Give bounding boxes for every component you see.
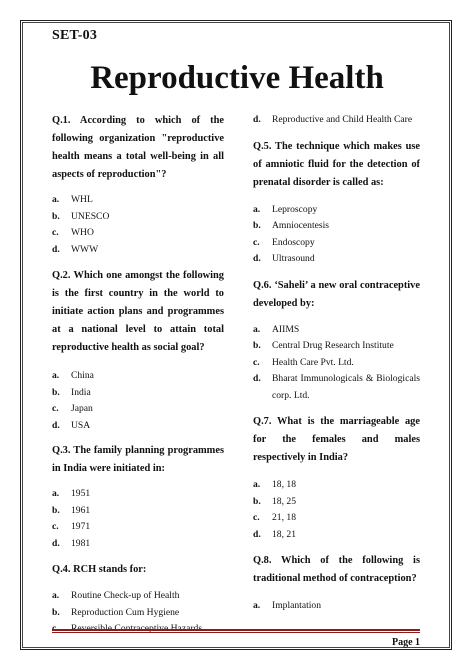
footer-rule-thin [52, 632, 420, 633]
option-item [253, 251, 420, 268]
question-text: Q.2. Which one amongst the following is the first country in the world to initiate action plans and programmes at a national level to attain total reproductive health as social goal? [52, 270, 224, 353]
option-text: China [71, 370, 94, 381]
option-letter: c. [253, 236, 260, 248]
option-item [253, 477, 420, 494]
option-text: Endoscopy [272, 236, 315, 248]
option-text: 1981 [71, 537, 91, 549]
option-list [253, 598, 420, 615]
option-letter: b. [253, 340, 261, 351]
option-letter: c. [253, 512, 260, 523]
option-text: USA [71, 419, 91, 431]
option-text: India [71, 386, 91, 398]
option-letter: c. [52, 227, 59, 238]
option-letter: a. [253, 323, 261, 335]
option-letter: a. [253, 479, 261, 490]
question-block [253, 138, 420, 268]
option-item [253, 527, 420, 544]
option-letter: b. [52, 606, 60, 618]
option-letter: b. [253, 495, 261, 507]
option-letter: d. [253, 373, 261, 384]
option-list [253, 202, 420, 268]
option-text: Implantation [272, 600, 322, 611]
option-letter: d. [52, 537, 60, 549]
option-item [52, 192, 224, 209]
option-text: Leproscopy [272, 203, 318, 215]
option-text: Routine Check-up of Health [71, 590, 180, 601]
page-number: Page 1 [392, 637, 421, 648]
option-item [52, 385, 224, 402]
question-text: Q.1. According to which of the following organization "reproductive health means a total well-being in all aspects of reproduction"? [52, 115, 224, 180]
option-letter: d. [253, 253, 261, 264]
question-text: Q.7. What is the marriageable age for the females and males respectively in India? [253, 416, 420, 463]
option-text: UNESCO [71, 210, 110, 222]
option-letter: c. [253, 356, 260, 368]
option-item [253, 322, 420, 339]
option-list [253, 112, 420, 129]
option-item [52, 225, 224, 242]
option-text: 1961 [71, 504, 91, 516]
option-letter: a. [253, 600, 261, 611]
set-label: SET-03 [52, 28, 98, 43]
option-text: 1971 [71, 521, 91, 532]
option-letter: a. [52, 370, 60, 381]
option-letter: d. [52, 243, 60, 255]
option-letter: a. [52, 590, 60, 601]
option-letter: b. [52, 210, 60, 222]
option-item [52, 242, 224, 259]
option-letter: b. [253, 220, 261, 231]
question-block [52, 442, 224, 552]
option-text: 18, 25 [272, 495, 296, 507]
option-item [253, 112, 420, 129]
option-text: 18, 21 [272, 528, 296, 540]
option-text: Health Care Pvt. Ltd. [272, 356, 354, 368]
option-text: AIIMS [272, 323, 300, 335]
option-text: Central Drug Research Institute [272, 340, 394, 351]
question-text: Q.3. The family planning programmes in India were initiated in: [52, 445, 224, 474]
option-text: 21, 18 [272, 512, 296, 523]
option-item [52, 368, 224, 385]
option-text: WHO [71, 227, 94, 238]
option-text: Japan [71, 403, 93, 414]
option-letter: b. [52, 386, 60, 398]
option-item [52, 209, 224, 226]
option-list [52, 368, 224, 434]
option-text: Reproductive and Child Health Care [272, 114, 413, 125]
option-letter: c. [52, 623, 59, 634]
option-item [253, 494, 420, 511]
question-text: Q.5. The technique which makes use of amniotic fluid for the detection of prenatal disorder is called as: [253, 140, 420, 188]
option-text: 1951 [71, 488, 91, 499]
option-item [253, 202, 420, 219]
option-letter: d. [253, 528, 261, 540]
option-list [52, 192, 224, 258]
option-letter: a. [253, 203, 261, 215]
option-list [52, 486, 224, 552]
option-letter: b. [52, 504, 60, 516]
option-text: Bharat Immunologicals & Biologicals corp. Ltd. [272, 373, 420, 401]
option-item [52, 401, 224, 418]
option-text: 18, 18 [272, 479, 296, 490]
option-text: WWW [71, 243, 99, 255]
option-letter: d. [52, 419, 60, 431]
question-block [52, 561, 224, 638]
option-item [52, 503, 224, 520]
page-title: Reproductive Health [90, 60, 384, 96]
option-letter: a. [52, 488, 60, 499]
option-item [253, 598, 420, 615]
question-block [52, 267, 224, 434]
option-text: Amniocentesis [272, 220, 330, 231]
option-item [52, 486, 224, 503]
question-text: Q.4. RCH stands for: [52, 564, 147, 575]
option-letter: c. [52, 521, 59, 532]
question-block [253, 277, 420, 405]
option-item [52, 605, 224, 622]
question-block [52, 112, 224, 258]
option-text: Reproduction Cum Hygiene [71, 606, 180, 618]
option-list [253, 322, 420, 405]
option-item [253, 235, 420, 252]
option-letter: c. [52, 403, 59, 414]
footer-rule [52, 629, 420, 631]
option-letter: a. [52, 194, 60, 205]
option-item [253, 338, 420, 355]
option-item [253, 355, 420, 372]
option-item [52, 519, 224, 536]
option-item [52, 588, 224, 605]
option-item [253, 218, 420, 235]
question-block [253, 552, 420, 615]
option-item [52, 418, 224, 435]
option-letter: d. [253, 114, 261, 125]
option-item [253, 510, 420, 527]
question-block [253, 413, 420, 543]
left-column [52, 112, 224, 638]
option-item [52, 536, 224, 553]
question-text: Q.8. Which of the following is traditional method of contraception? [253, 555, 420, 584]
option-list [253, 477, 420, 543]
option-text: WHL [71, 194, 93, 205]
question-text: Q.6. ‘Saheli’ a new oral contraceptive developed by: [253, 279, 420, 309]
option-item [253, 371, 420, 404]
question-block [253, 112, 420, 129]
option-text: Reversible Contraceptive Hazards [71, 623, 203, 634]
right-column [253, 112, 420, 615]
option-text: Ultrasound [272, 253, 315, 264]
